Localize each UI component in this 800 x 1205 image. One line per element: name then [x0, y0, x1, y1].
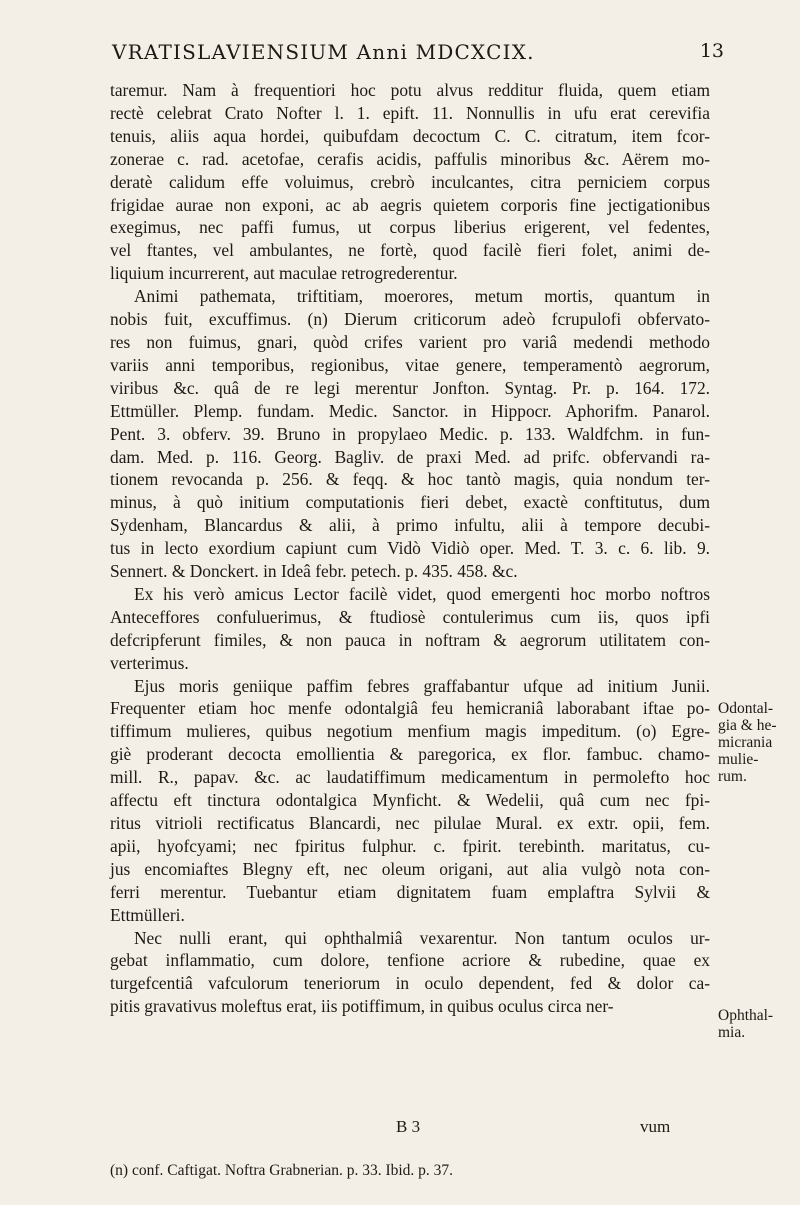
margin-note-line: rum.	[718, 768, 747, 785]
text-line: rectè celebrat Crato Nofter l. 1. epift. 11. Nonnullis in ufu erat cerevifia	[110, 102, 710, 123]
text-line: viribus &c. quâ de re legi merentur Jonfton. Syntag. Pr. p. 164. 172.	[110, 377, 710, 398]
text-line: mill. R., papav. &c. ac laudatiffimum medicamentum in permolefto hoc	[110, 767, 710, 788]
text-line: ritus vitrioli rectificatus Blancardi, nec pilulae Mural. ex extr. opii, fem.	[110, 813, 710, 833]
margin-note-line: Ophthal-	[718, 1007, 774, 1024]
text-line: tiffimum mulieres, quibus negotium menfium magis impeditum. (o) Egre-	[110, 721, 710, 742]
margin-note-line: micrania	[718, 734, 773, 751]
text-line: Frequenter etiam hoc menfe odontalgiâ feu hemicraniâ laborabant iftae po-	[110, 698, 710, 719]
text-line: verterimus.	[110, 652, 189, 673]
text-line: Ex his verò amicus Lector facilè videt, quod emergenti hoc morbo noftros	[134, 583, 710, 604]
catchword: vum	[640, 1117, 671, 1136]
text-line: Ettmülleri.	[110, 904, 185, 925]
margin-note-line: mulie-	[718, 751, 759, 768]
text-line: pitis gravativus moleftus erat, iis potiffimum, in quibus oculus circa ner-	[110, 996, 614, 1017]
text-line: giè proderant decocta emollientia & paregorica, ex flor. fambuc. chamo-	[110, 744, 710, 765]
text-line: Sennert. & Donckert. in Ideâ febr. petech. p. 435. 458. &c.	[110, 561, 518, 582]
text-line: taremur. Nam à frequentiori hoc potu alvus redditur fluida, quem etiam	[110, 80, 710, 100]
text-line: exegimus, nec paffi fumus, ut corpus liberius erigerent, vel fedentes,	[110, 217, 710, 238]
text-line: jus encomiaftes Blegny eft, nec oleum origani, aut alia vulgò nota con-	[110, 858, 710, 879]
running-header	[112, 40, 724, 70]
running-title: VRATISLAVIENSIUM Anni MDCXCIX.	[112, 40, 535, 64]
margin-note-line: Odontal-	[718, 700, 774, 717]
margin-note-line: gia & he-	[718, 717, 777, 734]
text-line: vel ftantes, vel ambulantes, ne fortè, quod facilè fieri folet, animi de-	[110, 240, 710, 261]
page-number: 13	[699, 40, 724, 62]
text-line: affectu eft tinctura odontalgica Mynficht. & Wedelii, quâ cum nec fpi-	[110, 790, 710, 811]
text-line: ferri merentur. Tuebantur etiam dignitatem fuam emplaftra Sylvii &	[110, 881, 710, 902]
margin-note-ophthalmia	[718, 1007, 798, 1041]
text-line: Animi pathemata, triftitiam, moerores, metum mortis, quantum in	[134, 286, 710, 307]
footnote: (n) conf. Caftigat. Noftra Grabnerian. p. 33. Ibid. p. 37.	[110, 1162, 454, 1179]
text-line: Sydenham, Blancardus & alii, à primo infultu, alii à tempore decubi-	[110, 515, 710, 536]
text-line: zonerae c. rad. acetofae, cerafis acidis, paffulis minoribus &c. Aërem mo-	[110, 148, 710, 169]
text-line: nobis fuit, excuffimus. (n) Dierum criticorum adeò fcrupulofi obfervato-	[110, 309, 710, 330]
signature-mark: B 3	[396, 1117, 421, 1136]
text-line: turgefcentiâ vafculorum teneriorum in oculo dependent, fed & dolor ca-	[110, 973, 710, 994]
text-line: Ejus moris geniique paffim febres graffabantur ufque ad initium Junii.	[134, 675, 710, 696]
text-line: tenuis, aliis aqua hordei, quibufdam decoctum C. C. citratum, item fcor-	[110, 125, 710, 146]
text-line: Pent. 3. obferv. 39. Bruno in propylaeo Medic. p. 133. Waldfchm. in fun-	[110, 423, 710, 444]
text-line: variis anni temporibus, regionibus, vitae genere, temperamentò aegrorum,	[110, 354, 710, 375]
margin-note-line: mia.	[718, 1024, 746, 1041]
text-line: defcripferunt fimiles, & non pauca in noftram & aegrorum utilitatem con-	[110, 629, 710, 650]
text-line: Nec nulli erant, qui ophthalmiâ vexarentur. Non tantum oculos ur-	[134, 927, 710, 948]
text-line: dam. Med. p. 116. Georg. Bagliv. de praxi Med. ad prifc. obfervandi ra-	[110, 446, 710, 467]
text-line: gebat inflammatio, cum dolore, tenfione acriore & rubedine, quae ex	[110, 950, 710, 971]
text-line: deratè calidum effe voluimus, crebrò inculcantes, citra perniciem corpus	[110, 171, 710, 192]
text-line: Anteceffores confuluerimus, & ftudiosè contulerimus cum iis, quos ipfi	[110, 606, 710, 627]
text-line: liquium incurrerent, aut maculae retrogrederentur.	[110, 263, 458, 284]
margin-note-odontalgia	[718, 700, 798, 785]
text-line: frigidae aurae non exponi, ac ab aegris quietem corporis fine jectigationibus	[110, 194, 710, 215]
text-line: Ettmüller. Plemp. fundam. Medic. Sanctor. in Hippocr. Aphorifm. Panarol.	[110, 400, 710, 421]
text-line: apii, hyofcyami; nec fpiritus fulphur. c. fpirit. terebinth. maritatus, cu-	[110, 835, 710, 856]
text-line: tus in lecto exordium capiunt cum Vidò Vidiò oper. Med. T. 3. c. 6. lib. 9.	[110, 538, 710, 559]
text-line: tionem revocanda p. 256. & feqq. & hoc tantò magis, quia nondum ter-	[110, 469, 710, 490]
text-line: res non fuimus, gnari, quòd crifes varient pro variâ medendi methodo	[110, 331, 710, 352]
text-line: minus, à quò initium computationis fieri debet, exactè conftitutus, dum	[110, 492, 710, 513]
main-text	[110, 79, 710, 1018]
